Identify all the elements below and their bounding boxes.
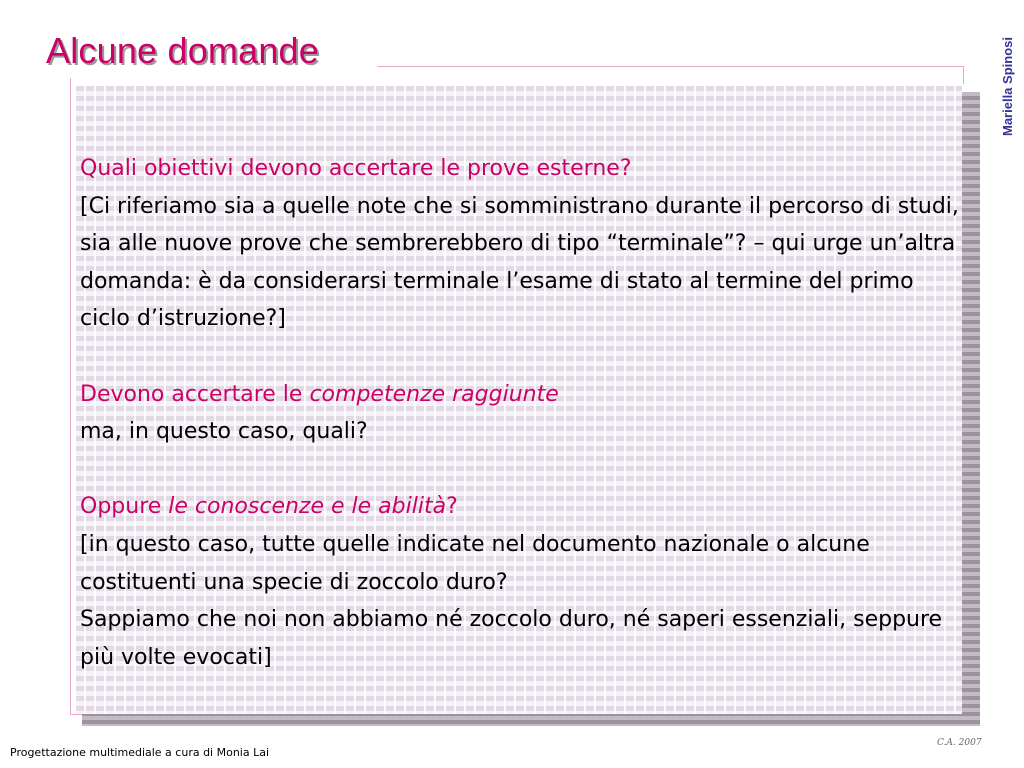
question-3 (80, 488, 960, 676)
footer-copyright: C.A. 2007 (937, 738, 982, 748)
footer-credit: Progettazione multimediale a cura di Monia Lai (10, 746, 270, 759)
question-1-body: [Ci riferiamo sia a quelle note che si somministrano durante il percorso di studi, sia alle nuove prove che sembrerebbero di tipo “terminale”? – qui urge un’altra domanda: è da considerarsi terminale l’esame di stato al termine del primo ciclo d’istruzione?] (80, 193, 959, 332)
question-2-body: ma, in questo caso, quali? (80, 419, 368, 445)
question-1-heading: Quali obiettivi devono accertare le prove esterne? (80, 156, 632, 181)
question-2 (80, 376, 960, 451)
slide-title: Alcune domande (46, 30, 319, 71)
question-3-heading (80, 494, 458, 519)
frame-line-left (70, 78, 71, 714)
question-3-body-line-2: Sappiamo che noi non abbiamo né zoccolo duro, né saperi essenziali, seppure più volte evocati] (80, 607, 943, 670)
question-2-heading-prefix: Devono accertare le (80, 381, 310, 407)
question-3-body-line-1: [in questo caso, tutte quelle indicate nel documento nazionale o alcune costituenti una specie di zoccolo duro? (80, 531, 870, 595)
slide-body (80, 150, 960, 714)
question-1 (80, 150, 960, 338)
question-2-heading-emphasis: competenze raggiunte (309, 381, 559, 407)
question-3-heading-prefix: Oppure (80, 494, 169, 520)
question-2-heading (80, 382, 559, 407)
frame-line-right (963, 66, 964, 84)
title-divider (378, 66, 964, 67)
question-3-heading-suffix: ? (446, 494, 458, 520)
author-vertical-label: Mariella Spinosi (1000, 37, 1015, 136)
question-3-heading-emphasis: le conoscenze e le abilità (168, 494, 447, 520)
